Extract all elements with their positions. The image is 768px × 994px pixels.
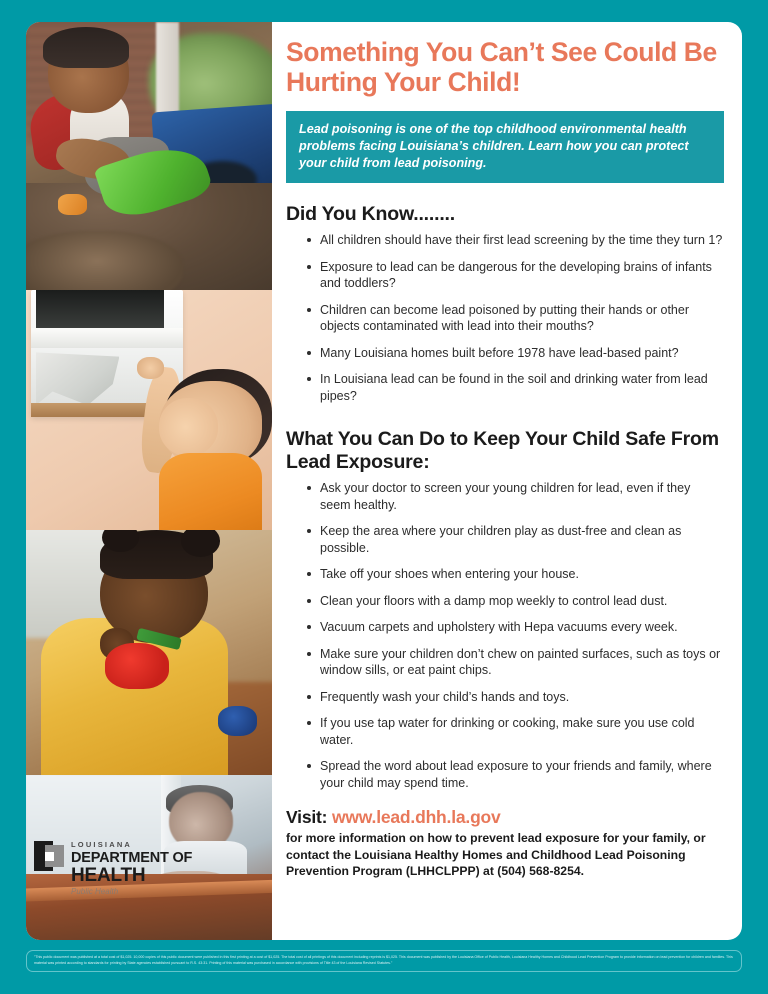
list-item: Frequently wash your child’s hands and toys.	[320, 689, 724, 706]
photo-column	[26, 22, 272, 940]
photo1-orange-toy	[58, 194, 88, 215]
photo3-yellow-outfit	[41, 618, 228, 775]
visit-label: Visit:	[286, 807, 328, 828]
section-title-what-you-can-do: What You Can Do to Keep Your Child Safe From Lead Exposure:	[286, 428, 719, 474]
ldh-department-label: DEPARTMENT OF	[71, 849, 193, 866]
visit-line	[286, 807, 724, 828]
list-item: If you use tap water for drinking or cooking, make sure you use cold water.	[320, 715, 724, 748]
website-link[interactable]: www.lead.dhh.la.gov	[331, 807, 501, 828]
ldh-state-label: LOUISIANA	[71, 840, 133, 849]
list-item: Children can become lead poisoned by putting their hands or other objects contaminated with lead into their mouths?	[320, 302, 724, 335]
photo1-soil-mound	[26, 231, 183, 290]
photo-child-at-table-with-logo	[26, 775, 272, 940]
callout-banner: Lead poisoning is one of the top childhood environmental health problems facing Louisiana’s children. Learn how you can protect your child from lead poisoning.	[286, 111, 724, 183]
ldh-health-label: HEALTH	[71, 865, 146, 886]
photo-child-digging-soil	[26, 22, 272, 290]
list-item: Ask your doctor to screen your young children for lead, even if they seem healthy.	[320, 480, 724, 513]
photo2-orange-shirt	[159, 453, 262, 530]
photo-child-at-window	[26, 290, 272, 530]
list-item: Exposure to lead can be dangerous for the developing brains of infants and toddlers?	[320, 259, 724, 292]
ldh-logo-mark-icon	[34, 841, 64, 871]
photo2-child-face	[159, 398, 218, 456]
visit-contact-text: for more information on how to prevent lead exposure for your family, or contact the Louisiana Healthy Homes and Childhood Lead Poisoning Prevention Program (LHHCLPPP) at (504) 568-8254.	[286, 831, 706, 878]
page-title: Something You Can’t See Could Be Hurting Your Child!	[286, 37, 717, 97]
list-item: Make sure your children don’t chew on painted surfaces, such as toys or window sills, or eat paint chips.	[320, 646, 724, 679]
list-item: Keep the area where your children play as dust-free and clean as possible.	[320, 523, 724, 556]
ldh-logo-wordmark	[71, 841, 192, 896]
photo3-red-toy	[105, 643, 169, 690]
what-you-can-do-list	[286, 480, 724, 791]
list-item: In Louisiana lead can be found in the soil and drinking water from lead pipes?	[320, 371, 724, 404]
list-item: Many Louisiana homes built before 1978 have lead-based paint?	[320, 345, 724, 362]
text-column	[272, 22, 742, 940]
ldh-division-label: Public Health	[71, 887, 119, 896]
list-item: Vacuum carpets and upholstery with Hepa vacuums every week.	[320, 619, 724, 636]
list-item: Clean your floors with a damp mop weekly to control lead dust.	[320, 593, 724, 610]
photo3-blue-toy	[218, 706, 257, 735]
visit-block	[286, 807, 724, 879]
section-title-did-you-know: Did You Know........	[286, 203, 455, 226]
photo2-window-sash	[31, 328, 184, 347]
louisiana-department-of-health-logo	[34, 841, 192, 896]
content-card	[26, 22, 742, 940]
footer-disclaimer: "This public document was published at a total cost of $1,025. 10,000 copies of this public document were published in this first printing at a cost of $1,025. The total cost of all printings of this document including reprints is $1,025. This document was published by the Louisiana Office of Public Health, Louisiana Healthy Homes and Childhood Lead Prevention Program to provide information on lead prevention for children and families. This material was printed according to standards for printing by State agencies established pursuant to R.S. 43:31. Printing of this material was purchased in accordance with provisions of Title 43 of the Louisiana Revised Statutes."	[26, 950, 742, 972]
photo1-child-hair	[43, 27, 129, 67]
list-item: Spread the word about lead exposure to your friends and family, where your child may spend time.	[320, 758, 724, 791]
photo-toddler-mouthing-toy	[26, 530, 272, 775]
photo2-child-hand	[137, 357, 164, 379]
did-you-know-list	[286, 232, 724, 404]
list-item: All children should have their first lead screening by the time they turn 1?	[320, 233, 723, 248]
list-item: Take off your shoes when entering your house.	[320, 566, 724, 583]
photo2-window-glass	[36, 290, 164, 328]
